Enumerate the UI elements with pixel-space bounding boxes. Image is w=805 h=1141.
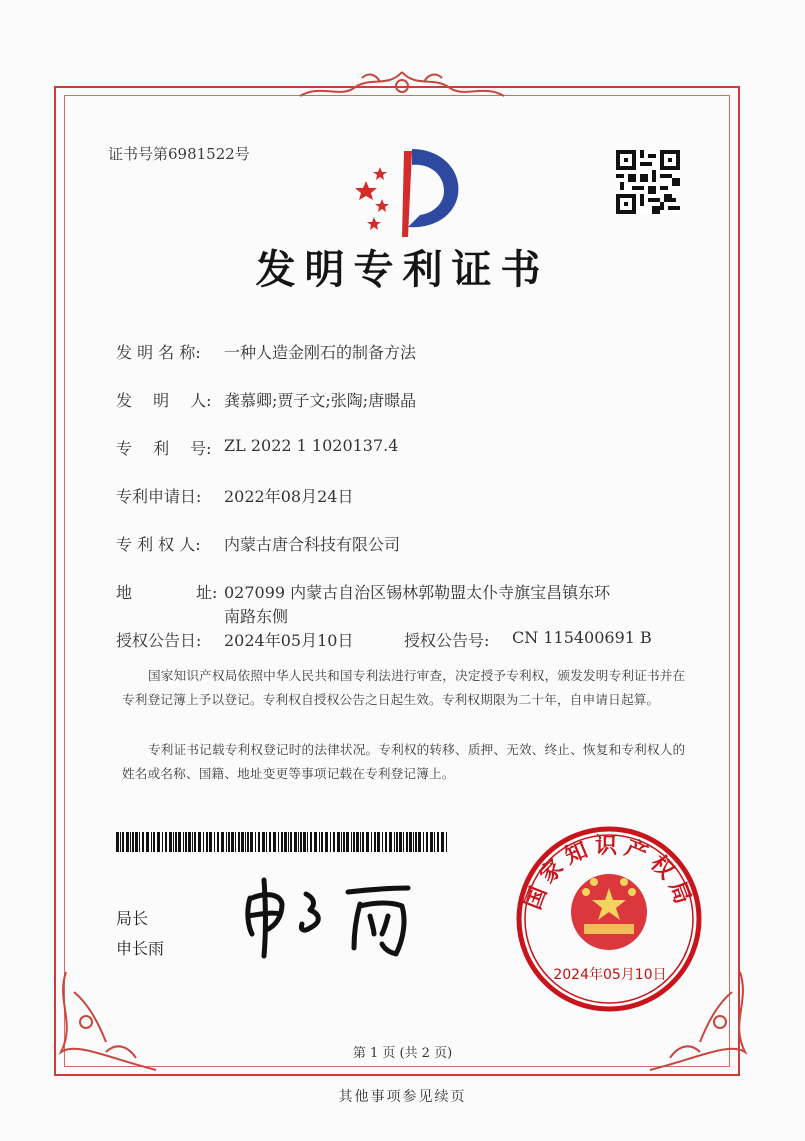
grant-number-value: CN 115400691 B (512, 628, 652, 647)
certificate-number: 证书号第6981522号 (108, 145, 250, 163)
legal-paragraph-2-text: 专利证书记载专利权登记时的法律状况。专利权的转移、质押、无效、终止、恢复和专利权人的姓名或名称、国籍、地址变更等事项记载在专利登记簿上。 (122, 742, 686, 781)
invention-name-label: 发 明 名 称: (116, 343, 201, 362)
footer-note: 其他事项参见续页 (338, 1089, 467, 1105)
patent-office-logo (346, 145, 466, 240)
legal-paragraph-2 (122, 738, 688, 786)
patentee-label: 专 利 权 人: (116, 535, 201, 554)
address-value-line2: 南路东侧 (224, 607, 289, 626)
grant-date-value: 2024年05月10日 (224, 631, 354, 650)
patentee-value: 内蒙古唐合科技有限公司 (224, 535, 401, 554)
inventors-value: 龚慕卿;贾子文;张陶;唐暻晶 (224, 391, 417, 410)
director-signature (236, 868, 426, 963)
invention-name-value: 一种人造金刚石的制备方法 (224, 343, 417, 362)
filing-date-label: 专利申请日: (116, 487, 202, 506)
bottom-left-ornament (46, 962, 176, 1082)
seal-text: 国家知识产权局 (520, 834, 698, 914)
barcode (116, 832, 450, 852)
patent-number-value: ZL 2022 1 1020137.4 (224, 436, 399, 455)
grant-date-label: 授权公告日: (116, 631, 202, 650)
director-title: 局长 (116, 909, 149, 928)
address-value-line1: 027099 内蒙古自治区锡林郭勒盟太仆寺旗宝昌镇东环 (224, 583, 611, 602)
seal-date: 2024年05月10日 (553, 967, 667, 983)
filing-date-value: 2022年08月24日 (224, 487, 354, 506)
grant-number-label: 授权公告号: (404, 631, 490, 650)
top-ornament (280, 66, 525, 110)
page-number: 第 1 页 (共 2 页) (352, 1046, 453, 1061)
legal-paragraph-1-text: 国家知识产权局依照中华人民共和国专利法进行审查，决定授予专利权，颁发发明专利证书并在专利登记簿上予以登记。专利权自授权公告之日起生效。专利权期限为二十年，自申请日起算。 (122, 668, 686, 707)
patent-number-label: 专 利 号: (116, 439, 212, 458)
certificate-title: 发明专利证书 (255, 246, 550, 293)
director-name: 申长雨 (116, 939, 165, 958)
qr-code (616, 150, 680, 214)
address-label: 地 址: (116, 583, 218, 602)
official-seal (514, 824, 704, 1014)
inventors-label: 发 明 人: (116, 391, 212, 410)
legal-paragraph-1 (122, 664, 688, 712)
